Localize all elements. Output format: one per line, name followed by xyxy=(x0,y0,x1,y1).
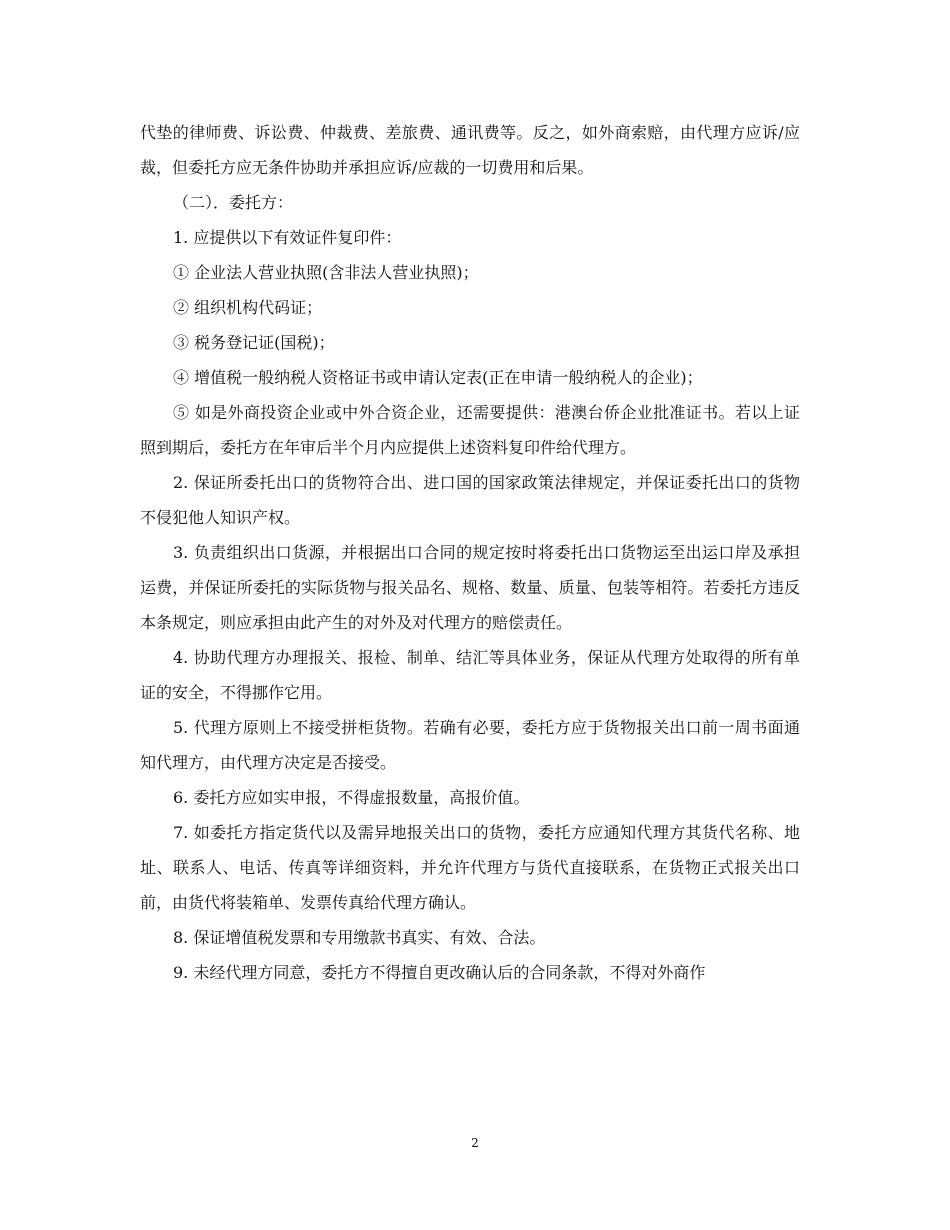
paragraph-fee-continuation: 代垫的律师费、诉讼费、仲裁费、差旅费、通讯费等。反之，如外商索赔，由代理方应诉/应裁，但委托方应无条件协助并承担应诉/应裁的一切费用和后果。 xyxy=(140,123,800,177)
page-number: 2 xyxy=(471,1136,479,1150)
clause-9: 9. 未经代理方同意，委托方不得擅自更改确认后的合同条款，不得对外商作 xyxy=(173,963,706,982)
clause-7: 7. 如委托方指定货代以及需异地报关出口的货物，委托方应通知代理方其货代名称、地址、联系人、电话、传真等详细资料，并允许代理方与货代直接联系，在货物正式报关出口前，由货代将装箱单、发票传真给代理方确认。 xyxy=(140,823,800,912)
clause-1-item-4: ④ 增值税一般纳税人资格证书或申请认定表(正在申请一般纳税人的企业)； xyxy=(173,368,703,387)
clause-1-item-3: ③ 税务登记证(国税)； xyxy=(173,333,335,352)
section-heading-principal: （二）．委托方： xyxy=(173,193,294,212)
clause-8: 8. 保证增值税发票和专用缴款书真实、有效、合法。 xyxy=(173,928,546,947)
clause-6: 6. 委托方应如实申报，不得虚报数量，高报价值。 xyxy=(173,788,530,807)
clause-1-item-2: ② 组织机构代码证； xyxy=(173,298,323,317)
clause-1: 1. 应提供以下有效证件复印件： xyxy=(173,228,402,247)
clause-1-item-1: ① 企业法人营业执照(含非法人营业执照)； xyxy=(173,263,479,282)
clause-1-item-5: ⑤ 如是外商投资企业或中外合资企业，还需要提供：港澳台侨企业批准证书。若以上证照到期后，委托方在年审后半个月内应提供上述资料复印件给代理方。 xyxy=(140,403,800,457)
clause-5: 5. 代理方原则上不接受拼柜货物。若确有必要，委托方应于货物报关出口前一周书面通知代理方，由代理方决定是否接受。 xyxy=(140,718,800,772)
clause-4: 4. 协助代理方办理报关、报检、制单、结汇等具体业务，保证从代理方处取得的所有单证的安全，不得挪作它用。 xyxy=(140,648,800,702)
clause-3: 3. 负责组织出口货源，并根据出口合同的规定按时将委托出口货物运至出运口岸及承担运费，并保证所委托的实际货物与报关品名、规格、数量、质量、包装等相符。若委托方违反本条规定，则应承担由此产生的对外及对代理方的赔偿责任。 xyxy=(140,543,800,632)
document-body xyxy=(140,115,800,990)
clause-2: 2. 保证所委托出口的货物符合出、进口国的国家政策法律规定，并保证委托出口的货物不侵犯他人知识产权。 xyxy=(140,473,800,527)
